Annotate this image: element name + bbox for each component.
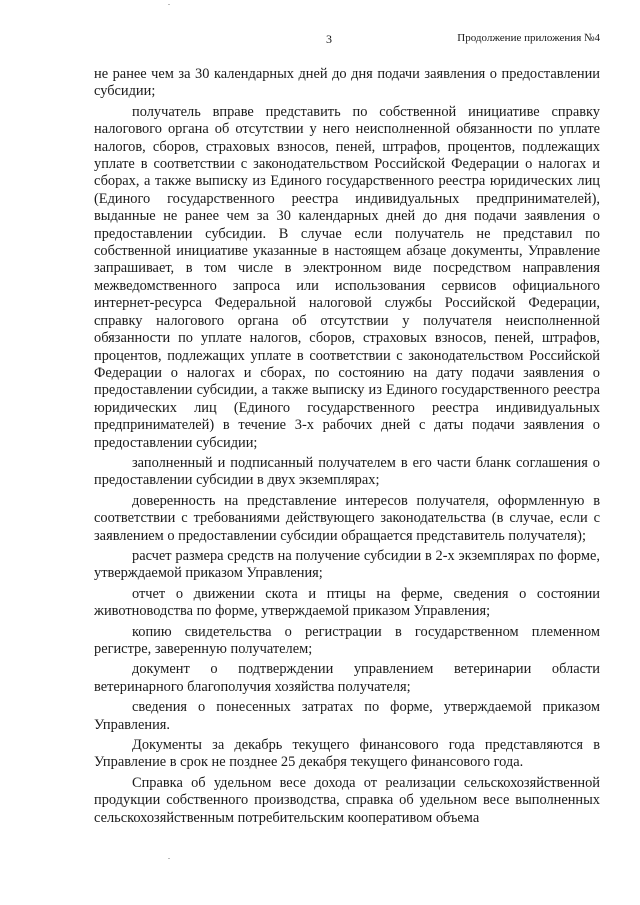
- paragraph-livestock-report: отчет о движении скота и птицы на ферме, сведения о состоянии животноводства по форме, утверждаемой приказом Управления;: [94, 585, 600, 620]
- paragraph-breeding-registry-copy: копию свидетельства о регистрации в государственном племенном регистре, заверенную получателем;: [94, 623, 600, 657]
- paragraph-costs-info: сведения о понесенных затратах по форме, утверждаемой приказом Управления.: [94, 699, 600, 733]
- paragraph-december-deadline: Документы за декабрь текущего финансового года представляются в Управление в срок не позднее 25 декабря текущего финансового года.: [94, 737, 600, 771]
- scan-mark-bottom: [168, 858, 170, 859]
- paragraph-income-share-certificate: Справка об удельном весе дохода от реализации сельскохозяйственной продукции собственного производства, справка об удельном весе выполненных сельскохозяйственным потребительским кооперативом объема: [94, 774, 600, 826]
- document-body: [94, 66, 600, 830]
- scan-mark-top: [168, 4, 170, 5]
- paragraph-tax-certificate: получатель вправе представить по собственной инициативе справку налогового органа об отсутствии у него неисполненной обязанности по уплате налогов, сборов, страховых взносов, пеней, штрафов, процентов, подлежащих уплате в соответствии с законодательством Российской Федерации о налогах и сборах, а также выписку из Единого государственного реестра юридических лиц (Единого государственного реестра индивидуальных предпринимателей), выданные не ранее чем за 30 календарных дней до дня подачи заявления о предоставлении субсидии. В случае если получатель не представил по собственной инициативе указанные в настоящем абзаце документы, Управление запрашивает, в том числе в электронном виде посредством направления межведомственного запроса или использования сервисов официального интернет-ресурса Федеральной налоговой службы Российской Федерации, справку налогового органа об отсутствии у получателя неисполненной обязанности по уплате налогов, сборов, страховых взносов, пеней, штрафов, процентов, подлежащих уплате в соответствии с законодательством Российской Федерации о налогах и сборах, по состоянию на дату подачи заявления о предоставлении субсидии, а также выписку из Единого государственного реестра юридических лиц (Единого государственного реестра индивидуальных предпринимателей) в течение 3-х рабочих дней с даты подачи заявления о предоставлении субсидии;: [94, 103, 600, 451]
- paragraph-veterinary-document: документ о подтверждении управлением ветеринарии области ветеринарного благополучия хозяйства получателя;: [94, 661, 600, 695]
- paragraph-continuation: не ранее чем за 30 календарных дней до дня подачи заявления о предоставлении субсидии;: [94, 66, 600, 100]
- page-number: 3: [326, 32, 332, 46]
- paragraph-agreement-form: заполненный и подписанный получателем в его части бланк соглашения о предоставлении субсидии в двух экземплярах;: [94, 454, 600, 489]
- paragraph-subsidy-calculation: расчет размера средств на получение субсидии в 2-х экземплярах по форме, утверждаемой приказом Управления;: [94, 547, 600, 582]
- paragraph-power-of-attorney: доверенность на представление интересов получателя, оформленную в соответствии с требованиями действующего законодательства (в случае, если с заявлением о предоставлении субсидии обращается представитель получателя);: [94, 492, 600, 544]
- header-note: Продолжение приложения №4: [457, 32, 600, 44]
